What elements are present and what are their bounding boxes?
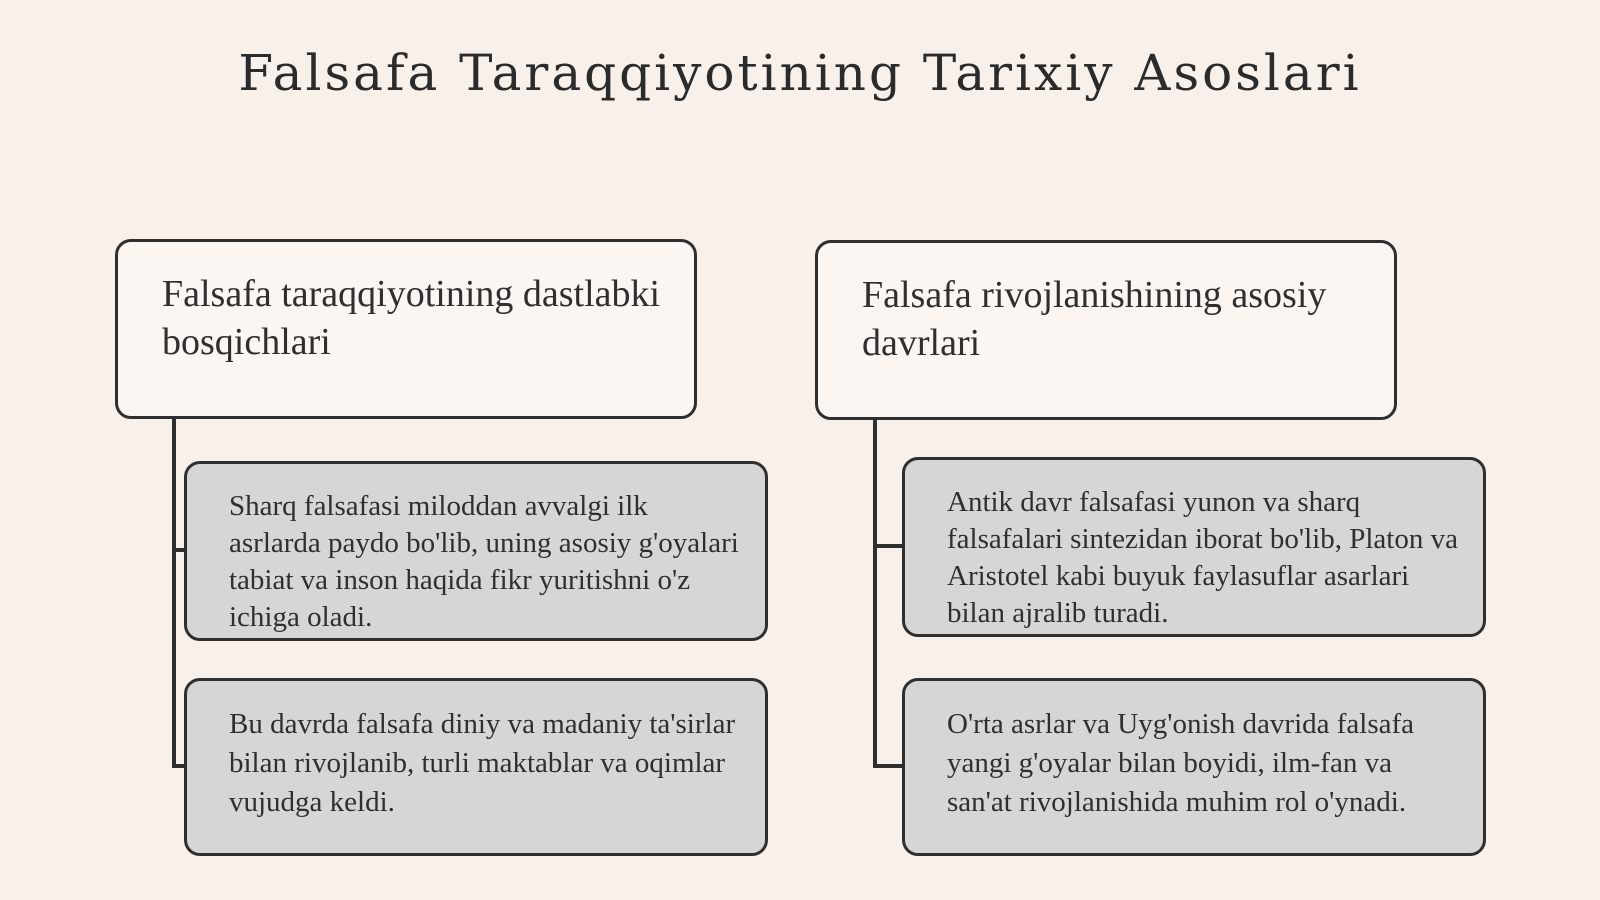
item-left-1-text: Sharq falsafasi miloddan avvalgi ilk asrlarda paydo bo'lib, uning asosiy g'oyalari tabiat va inson haqida fikr yuritishni o'z ichiga oladi. [229, 490, 739, 633]
heading-box-left [115, 239, 697, 419]
item-box-right-1 [902, 457, 1486, 637]
item-box-left-2 [184, 678, 768, 856]
item-box-left-1 [184, 461, 768, 641]
heading-right-text: Falsafa rivojlanishining asosiy davrlari [862, 274, 1327, 364]
heading-box-right [815, 240, 1397, 420]
heading-left-text: Falsafa taraqqiyotining dastlabki bosqichlari [162, 273, 661, 363]
item-right-2-text: O'rta asrlar va Uyg'onish davrida falsafa yangi g'oyalar bilan boyidi, ilm-fan va san'at rivojlanishida muhim rol o'ynadi. [947, 708, 1415, 818]
item-box-right-2 [902, 678, 1486, 856]
item-left-2-text: Bu davrda falsafa diniy va madaniy ta'sirlar bilan rivojlanib, turli maktablar va oqimlar vujudga keldi. [229, 708, 736, 818]
page-title: Falsafa Taraqqiyotining Tarixiy Asoslari [238, 44, 1362, 102]
item-right-1-text: Antik davr falsafasi yunon va sharq falsafalari sintezidan iborat bo'lib, Platon va Aristotel kabi buyuk faylasuflar asarlari bilan ajralib turadi. [947, 486, 1458, 629]
